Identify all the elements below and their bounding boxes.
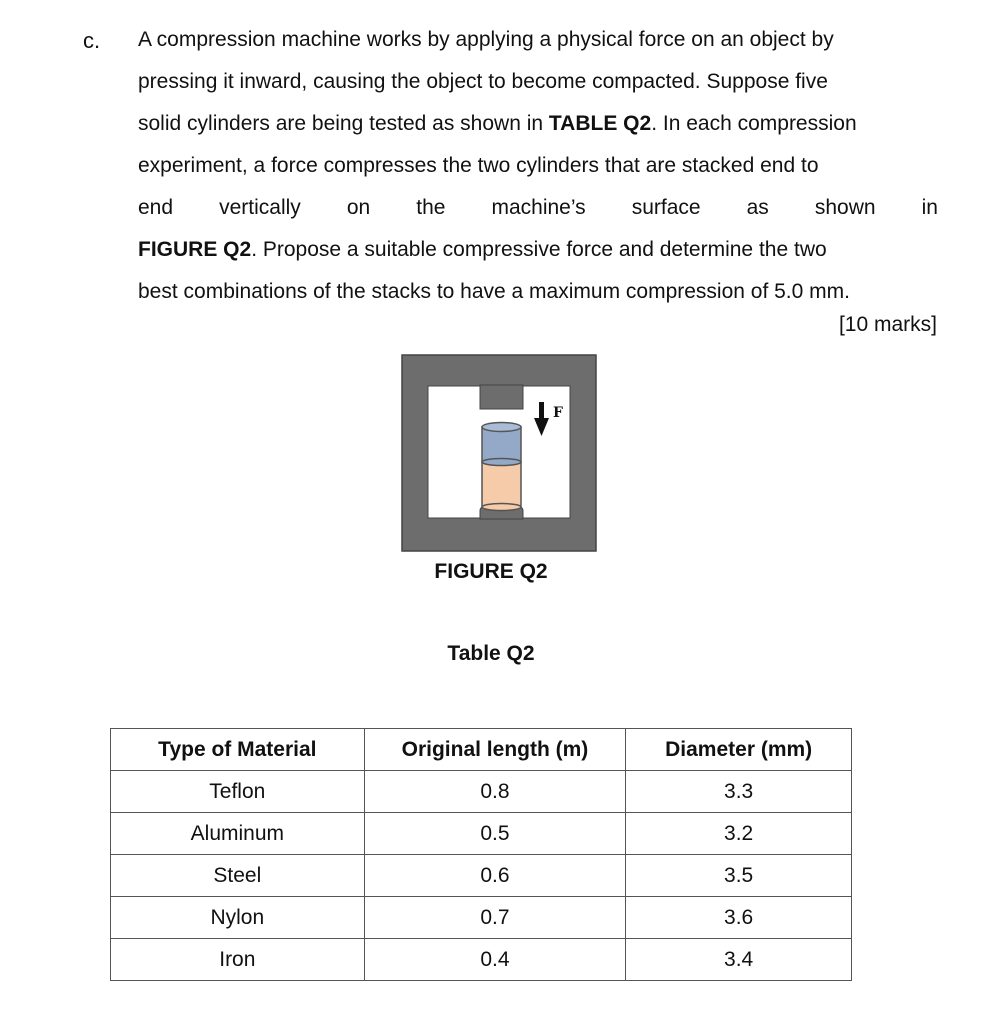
- table-row: [111, 813, 852, 855]
- table-cell: 0.5: [364, 813, 626, 855]
- word: end: [138, 196, 174, 219]
- column-header: Type of Material: [111, 729, 365, 771]
- table-header-row: [111, 729, 852, 771]
- table-cell: 3.4: [626, 939, 852, 981]
- table-row: [111, 771, 852, 813]
- column-header: Diameter (mm): [626, 729, 852, 771]
- table-cell: Teflon: [111, 771, 365, 813]
- question-label: c.: [83, 28, 101, 53]
- text-run: . In each compression: [651, 112, 857, 135]
- figure-caption: FIGURE Q2: [434, 560, 548, 583]
- text-run: . Propose a suitable compressive force and determine the two: [251, 238, 827, 261]
- question-line: best combinations of the stacks to have a maximum compression of 5.0 mm.: [138, 280, 850, 303]
- question-line: A compression machine works by applying a physical force on an object by: [138, 28, 834, 51]
- question-text: [138, 26, 938, 320]
- bottom-cylinder: [482, 462, 521, 511]
- question-line: [138, 236, 938, 278]
- table-cell: 0.6: [364, 855, 626, 897]
- word: shown: [814, 196, 876, 219]
- table-cell: 3.3: [626, 771, 852, 813]
- table-cell: 0.7: [364, 897, 626, 939]
- table-cell: Aluminum: [111, 813, 365, 855]
- word: on: [346, 196, 371, 219]
- word: in: [921, 196, 938, 219]
- table-row: [111, 897, 852, 939]
- press-plate: [480, 385, 523, 409]
- question-line: experiment, a force compresses the two cylinders that are stacked end to: [138, 154, 819, 177]
- table-cell: 3.5: [626, 855, 852, 897]
- table-cell: Nylon: [111, 897, 365, 939]
- table-cell: 3.6: [626, 897, 852, 939]
- table-cell: 0.8: [364, 771, 626, 813]
- text-run: solid cylinders are being tested as shown in: [138, 112, 549, 135]
- table-row: [111, 855, 852, 897]
- word: machine’s: [491, 196, 586, 219]
- table-caption: Table Q2: [447, 642, 535, 665]
- word: surface: [631, 196, 701, 219]
- table-cell: Iron: [111, 939, 365, 981]
- word: vertically: [219, 196, 301, 219]
- table-cell: Steel: [111, 855, 365, 897]
- compression-machine-figure: [401, 354, 597, 552]
- column-header: Original length (m): [364, 729, 626, 771]
- word: the: [416, 196, 446, 219]
- word: as: [746, 196, 769, 219]
- force-label: F: [553, 405, 563, 421]
- table-cell: 0.4: [364, 939, 626, 981]
- question-line: pressing it inward, causing the object to become compacted. Suppose five: [138, 70, 828, 93]
- table-cell: 3.2: [626, 813, 852, 855]
- table-reference: TABLE Q2: [548, 112, 652, 135]
- question-line: [138, 110, 938, 152]
- marks-label: [10 marks]: [838, 313, 937, 336]
- question-line: [138, 194, 938, 236]
- figure-reference: FIGURE Q2: [138, 238, 252, 261]
- material-table: [110, 728, 852, 981]
- table-row: [111, 939, 852, 981]
- top-cylinder: [482, 423, 521, 466]
